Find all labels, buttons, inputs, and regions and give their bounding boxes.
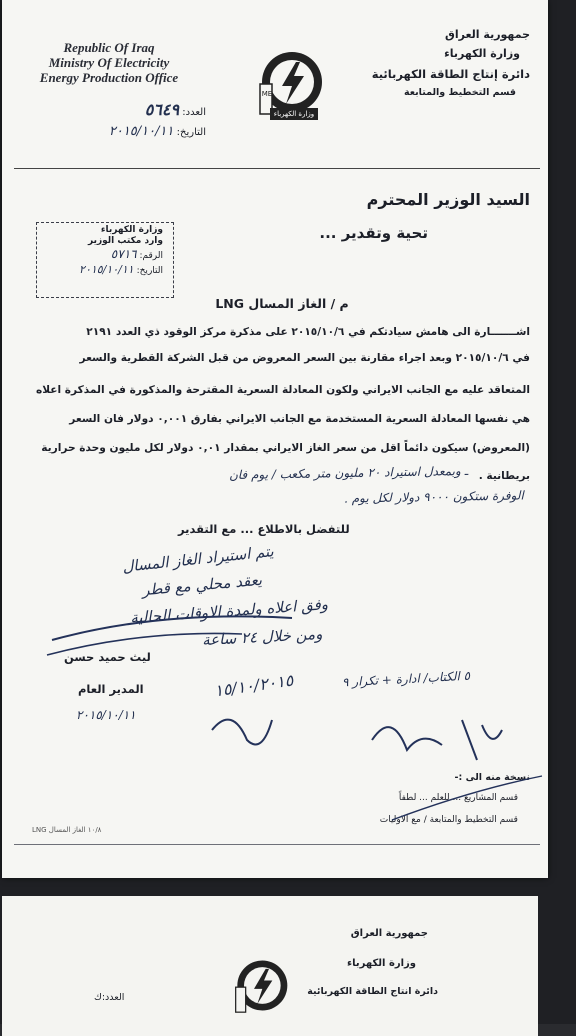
header-ar [330,26,530,102]
body-line: في ٢٠١٥/١٠/٦ وبعد اجراء مقارنة بين السعر المعروض من قبل الشركة القطرية والسعر [79,352,530,364]
header-en [24,40,194,85]
header-ar-line: وزارة الكهرباء [444,47,520,60]
minister-note-line: ومن خلال ٢٤ ساعة [201,624,323,650]
signatory-title: المدير العام [78,682,144,696]
header-ar-line: جمهورية العراق [445,28,530,41]
body-line: اشـــــــارة الى هامش سيادتكم في ٢٠١٥/١٠/٦ على مذكرة مركز الوقود ذي العدد ٢١٩١ [86,326,530,338]
header-divider [14,168,540,169]
page2-header-line: جمهورية العراق [350,928,428,939]
minister-date-mark: ١٥/١٠/٢٠١٥ [213,670,295,701]
page2-logo-icon [224,952,294,1024]
footer-divider [14,844,540,845]
subject-line: م / الغاز المسال LNG [215,296,349,311]
header-en-line: Ministry Of Electricity [48,55,170,70]
body-line: هي نفسها المعادلة السعرية المستخدمة مع الجانب الايراني بفارق ٠,٠٠١ دولار فان السعر [69,413,530,425]
logo-me-text: ME [261,90,273,98]
stamp-date-label: التاريخ: [136,266,163,276]
header-ar-line: قسم التخطيط والمتابعة [403,87,516,98]
footer-reference: ١٠/٨ الغاز المسال LNG [32,826,102,834]
doc-number-value: ٥٦٤٩ [144,100,180,119]
stamp-number [39,247,171,263]
closing-line: للتفضل بالاطلاع ... مع التقدير [178,522,350,536]
page2-number-label: العدد:ك [94,992,125,1003]
header-ar-line: دائرة إنتاج الطاقة الكهربائية [371,67,530,81]
signature-scribbles [192,700,512,770]
minister-note-line: يعقد محلي مع قطر [141,570,263,600]
header-en-line: Republic Of Iraq [63,40,155,55]
doc-number [96,100,206,119]
greeting: تحية وتقدير ... [319,224,428,242]
addressee-title: السيد الوزير المحترم [366,190,530,209]
signature-date: ٢٠١٥/١٠/١١ [76,708,136,722]
document-page [2,0,548,878]
signatory-name: ليث حميد حسن [64,650,151,664]
copies-strike [379,770,548,830]
copies-item: قسم المشاريع ... للعلم ... لطفاً [398,793,518,803]
body-line: المتعاقد عليه مع الجانب الايراني ولكون المعادلة السعرية المقترحة والمذكورة في المذكرة اعلاه [35,384,530,396]
handwritten-insert: الوفرة ستكون ٩٠٠٠ دولار لكل يوم . [344,488,525,506]
page2-header-line: دائرة انتاج الطاقة الكهربائية [307,986,438,997]
copies-header: نسخة منه الى :- [454,772,530,783]
stamp-date-value: ٢٠١٥/١٠/١١ [79,263,134,276]
page2-header-line: وزارة الكهرباء [347,958,416,969]
ministry-logo [246,44,330,126]
doc-date-label: التاريخ: [176,127,206,138]
body-line: بريطانية . [478,470,530,482]
logo-caption: وزارة الكهرباء [273,110,315,118]
doc-date-value: ٢٠١٥/١٠/١١ [108,124,174,139]
stamp-line: وارد مكتب الوزير [87,236,163,246]
minister-note-line: يتم استيراد الغاز المسال [121,542,275,576]
minister-ref-mark: ٥ الكتاب/ ادارة + تكرار ٩ [341,668,471,690]
doc-number-label: العدد: [182,107,206,118]
stamp-number-label: الرقم: [139,251,163,261]
copies-item: قسم التخطيط والمتابعة / مع الاوليات [379,815,518,825]
header-en-line: Energy Production Office [39,70,179,85]
body-line: (المعروض) سيكون دائماً اقل من سعر الغاز الايراني بمقدار ٠,٠١ دولار لكل مليون وحدة حرارية [41,442,530,454]
stamp-number-value: ٥٧١٦ [110,247,137,261]
minister-note-line: وفق اعلاه ولمدة الاوقات الحالية [129,595,329,627]
doc-date [86,124,206,139]
next-page-preview [2,896,538,1036]
incoming-stamp [36,222,174,298]
handwritten-insert: ـ وبمعدل استيراد ٢٠ مليون متر مكعب / يوم فان [228,463,469,483]
stamp-date [39,263,171,278]
stamp-line: وزارة الكهرباء [100,225,163,235]
